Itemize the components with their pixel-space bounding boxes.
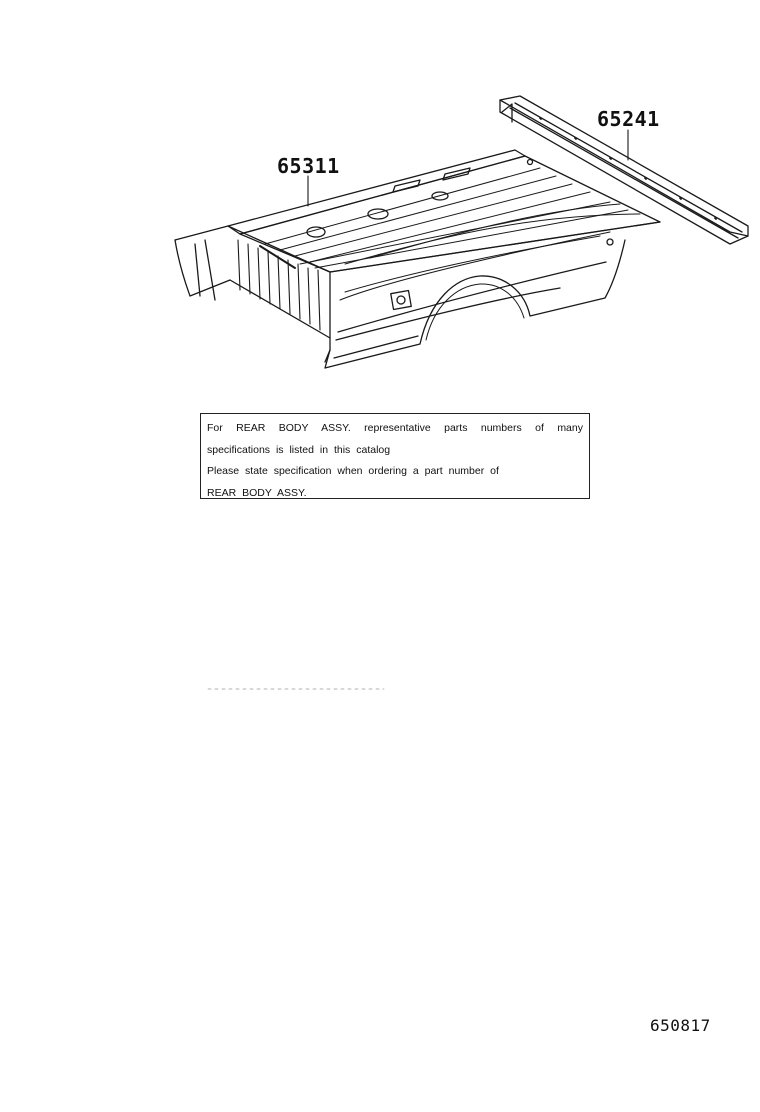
note-line-4: REAR BODY ASSY.: [207, 486, 307, 499]
callout-65311: 65311: [277, 154, 340, 178]
rear-body-bed-65311: [175, 150, 660, 368]
note-line-3: Please state specification when ordering a part number of: [207, 465, 499, 477]
callout-65241: 65241: [597, 107, 660, 131]
note-line-2: specifications is listed in this catalog: [207, 443, 391, 456]
note-line-1: For REAR BODY ASSY. representative parts numbers of many: [207, 422, 583, 434]
figure-code: 650817: [650, 1016, 711, 1035]
specification-note-box: [200, 413, 590, 499]
